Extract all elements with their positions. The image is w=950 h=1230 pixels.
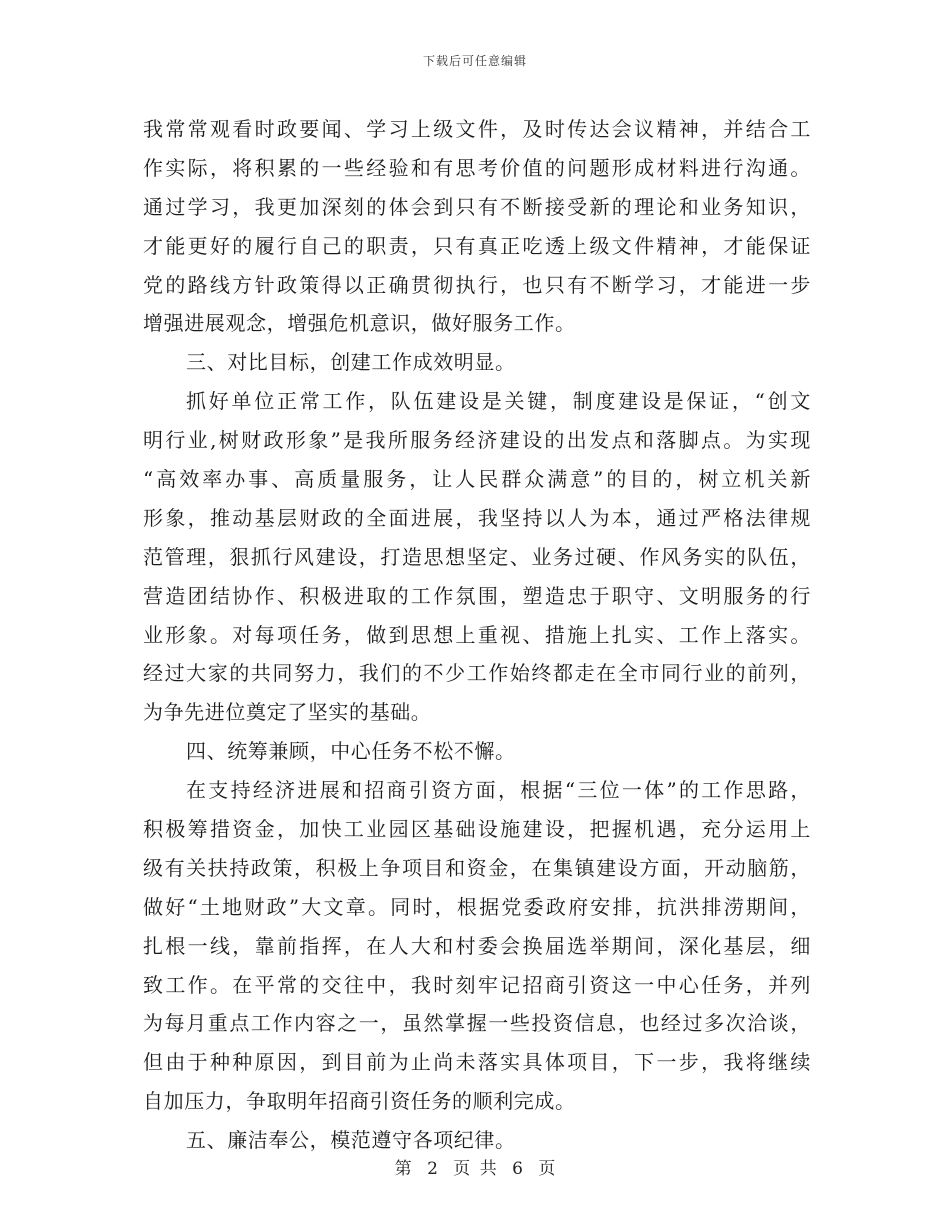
paragraph-first-line: 在支持经济进展和招商引资方面，根据“三位一体”的工作思路，: [186, 778, 811, 803]
paragraph-line: 积极筹措资金，加快工业园区基础设施建设，把握机遇，充分运用上: [143, 817, 811, 842]
paragraph-line: 但由于种种原因，到目前为止尚未落实具体项目，下一步，我将继续: [143, 1050, 811, 1075]
paragraph-first-line: 抓好单位正常工作，队伍建设是关键，制度建设是保证，“创文: [186, 389, 811, 414]
paragraph-line: 为每月重点工作内容之一，虽然掌握一些投资信息，也经过多次洽谈，: [143, 1011, 811, 1036]
section-heading: 四、统筹兼顾，中心任务不松不懈。: [186, 739, 516, 764]
section-heading: 三、对比目标，创建工作成效明显。: [186, 350, 516, 375]
paragraph-line: 业形象。对每项任务，做到思想上重视、措施上扎实、工作上落实。: [143, 622, 811, 647]
paragraph-line: 作实际，将积累的一些经验和有思考价值的问题形成材料进行沟通。: [143, 155, 811, 180]
page-header: 下载后可任意编辑: [422, 54, 527, 68]
current-page-number: 2: [427, 1159, 438, 1179]
page-number-middle: 页 共: [453, 1159, 497, 1179]
paragraph-last-line: 自加压力，争取明年招商引资任务的顺利完成。: [143, 1089, 576, 1114]
paragraph-line: 我常常观看时政要闻、学习上级文件，及时传达会议精神，并结合工: [143, 117, 811, 141]
paragraph-line: 党的路线方针政策得以正确贯彻执行，也只有不断学习，才能进一步: [143, 272, 811, 297]
paragraph-line: “高效率办事、高质量服务，让人民群众满意”的目的，树立机关新: [143, 467, 811, 492]
paragraph-line: 明行业,树财政形象”是我所服务经济建设的出发点和落脚点。为实现: [143, 428, 811, 453]
paragraph-line: 范管理，狠抓行风建设，打造思想坚定、业务过硬、作风务实的队伍，: [143, 544, 811, 569]
paragraph-line: 通过学习，我更加深刻的体会到只有不断接受新的理论和业务知识，: [143, 194, 811, 219]
paragraph-last-line: 为争先进位奠定了坚实的基础。: [143, 700, 432, 725]
page-number-suffix: 页: [538, 1159, 556, 1179]
paragraph-last-line: 增强进展观念，增强危机意识，做好服务工作。: [143, 311, 576, 336]
section-heading: 五、廉洁奉公，模范遵守各项纪律。: [186, 1128, 516, 1153]
page-footer: [0, 1154, 950, 1179]
paragraph-line: 经过大家的共同努力，我们的不少工作始终都走在全市同行业的前列，: [143, 661, 811, 686]
page-number-prefix: 第: [394, 1159, 412, 1179]
paragraph-line: 形象，推动基层财政的全面进展，我坚持以人为本，通过严格法律规: [143, 505, 811, 530]
paragraph-line: 才能更好的履行自己的职责，只有真正吃透上级文件精神，才能保证: [143, 233, 811, 258]
document-body: [143, 110, 811, 1160]
paragraph-line: 做好“土地财政”大文章。同时，根据党委政府安排，抗洪排涝期间，: [143, 894, 811, 919]
paragraph-line: 级有关扶持政策，积极上争项目和资金，在集镇建设方面，开动脑筋，: [143, 855, 811, 880]
total-page-count: 6: [512, 1159, 523, 1179]
paragraph-line: 致工作。在平常的交往中，我时刻牢记招商引资这一中心任务，并列: [143, 972, 811, 997]
paragraph-line: 扎根一线，靠前指挥，在人大和村委会换届选举期间，深化基层，细: [143, 933, 811, 958]
paragraph-line: 营造团结协作、积极进取的工作氛围，塑造忠于职守、文明服务的行: [143, 583, 811, 608]
